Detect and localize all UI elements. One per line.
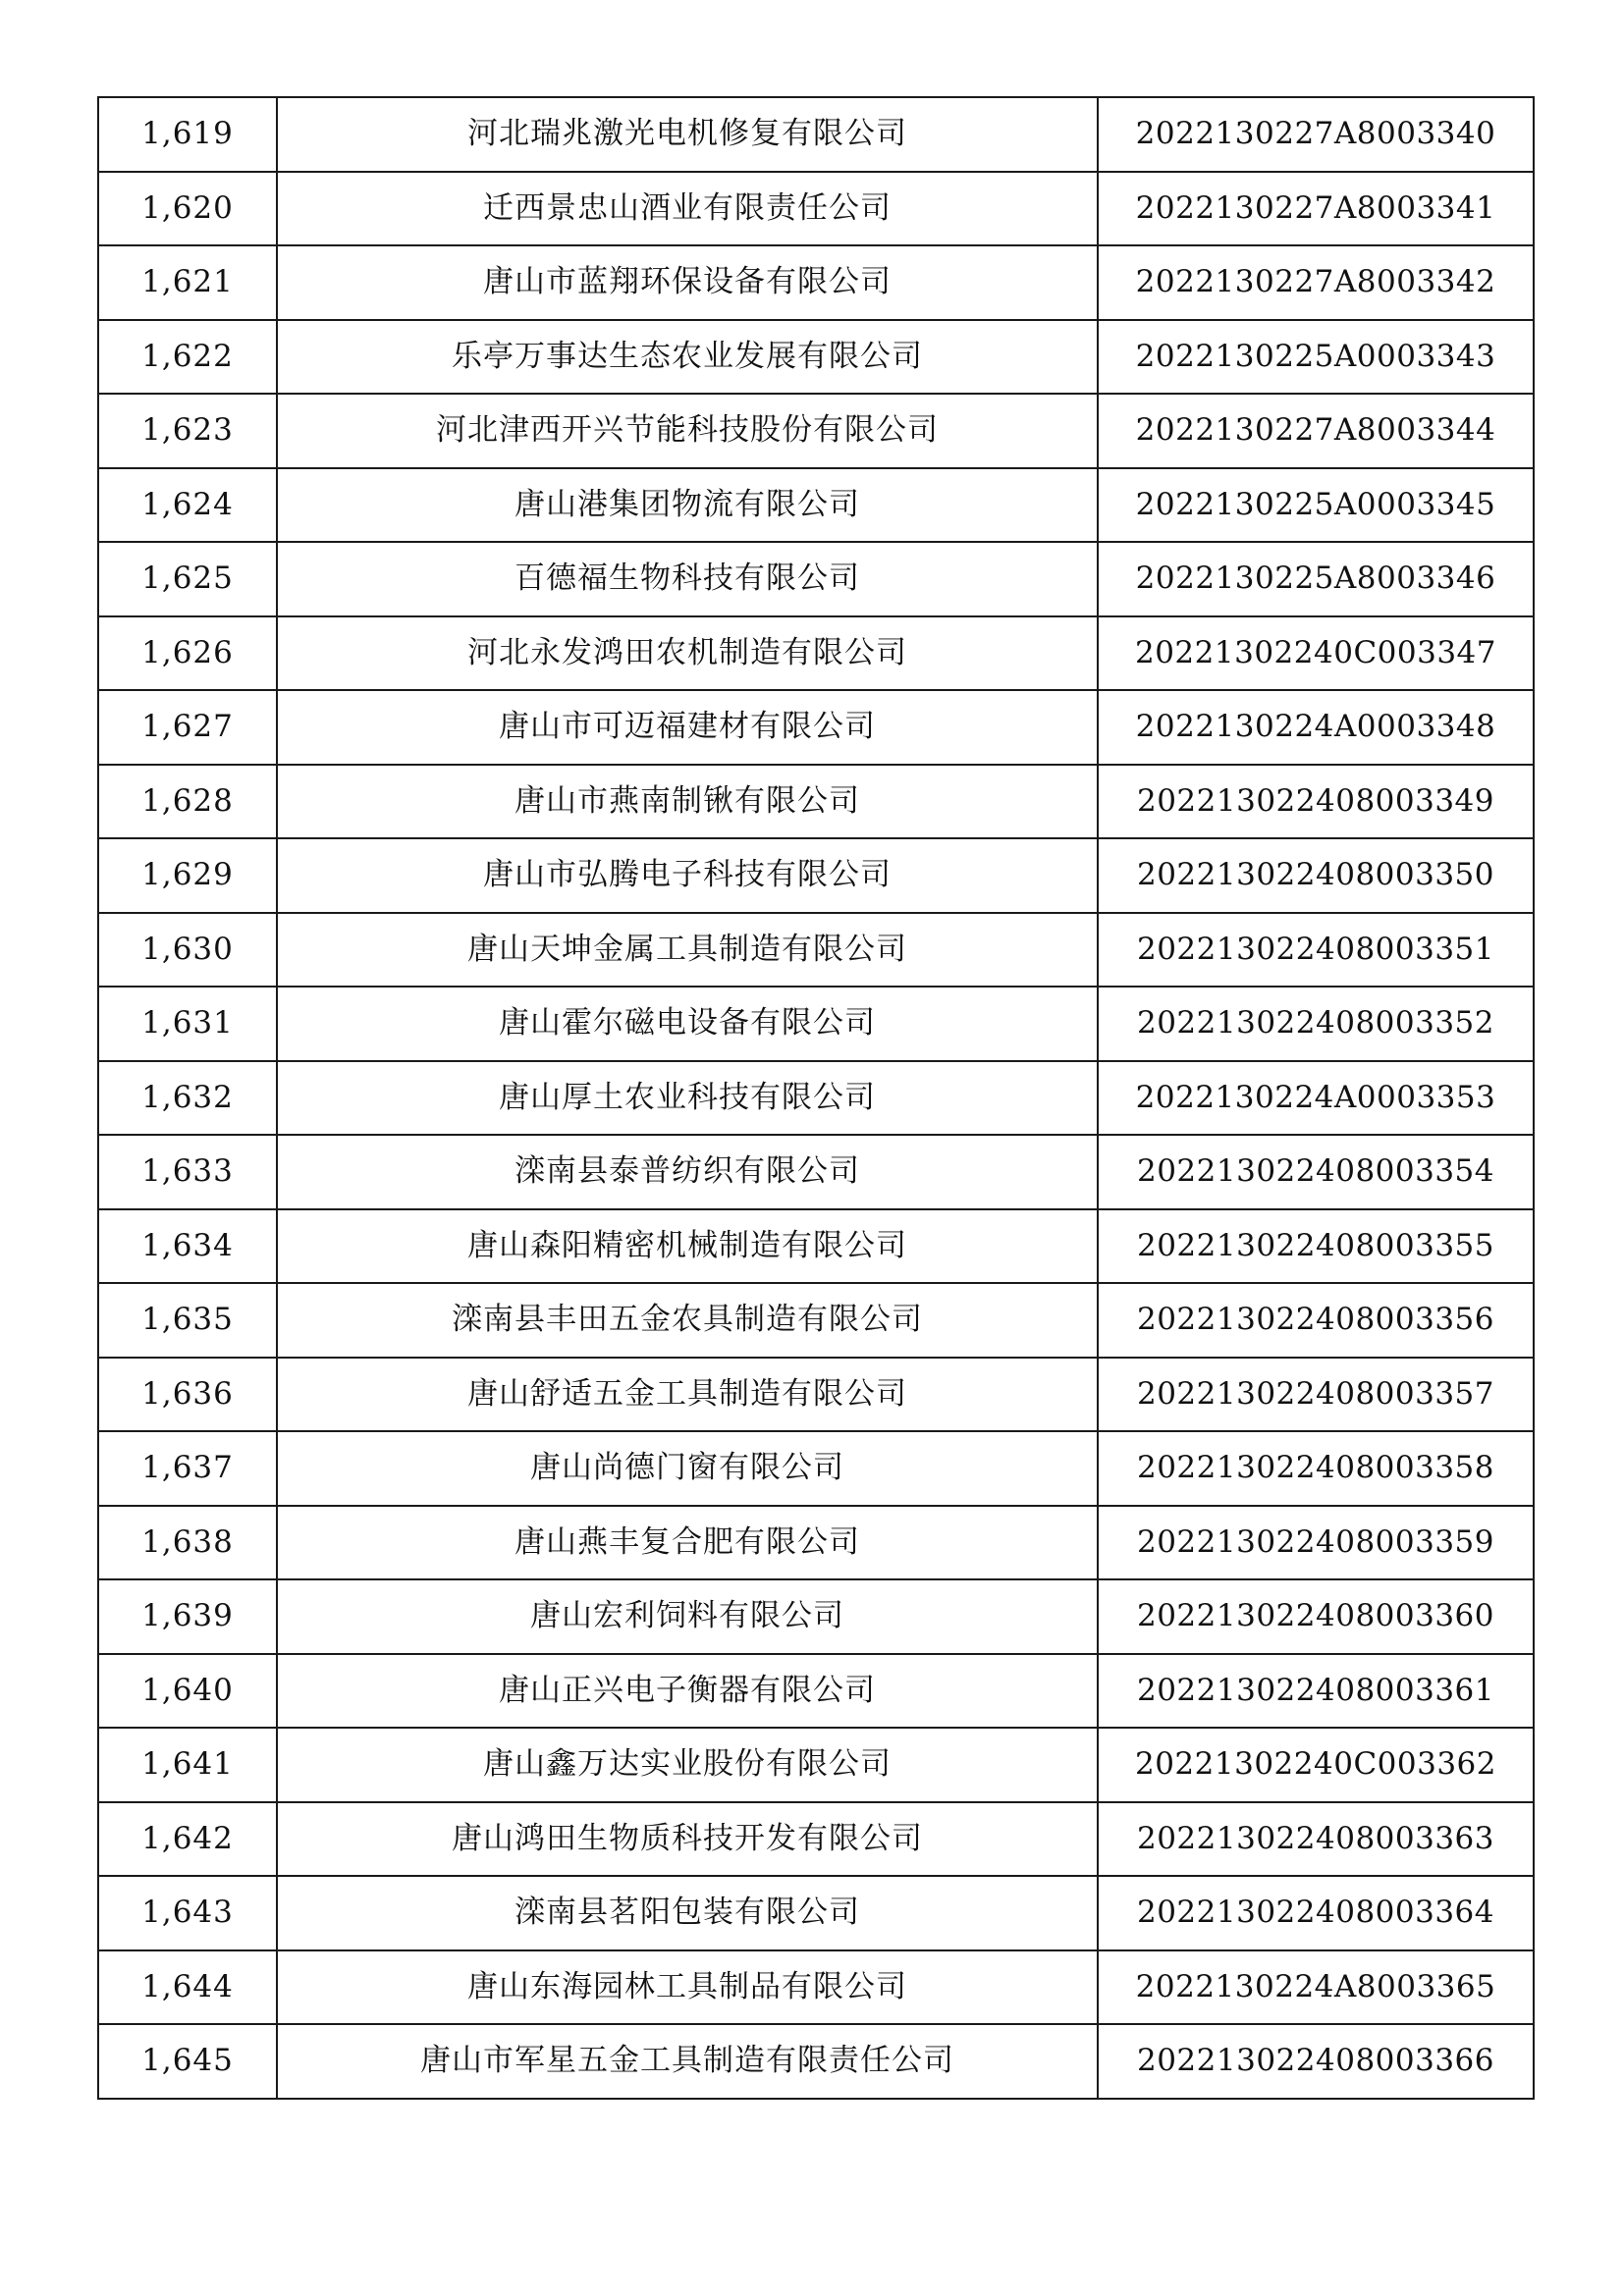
table-row <box>98 1654 1534 1729</box>
registration-code-cell: 202213022408003361 <box>1098 1654 1534 1729</box>
company-name-cell: 河北瑞兆激光电机修复有限公司 <box>277 97 1098 172</box>
company-name-cell: 乐亭万事达生态农业发展有限公司 <box>277 320 1098 395</box>
table-row <box>98 1209 1534 1284</box>
row-index-cell: 1,639 <box>98 1579 277 1654</box>
row-index-cell: 1,626 <box>98 616 277 691</box>
row-index-cell: 1,624 <box>98 468 277 543</box>
table-row <box>98 616 1534 691</box>
company-name-cell: 河北津西开兴节能科技股份有限公司 <box>277 394 1098 468</box>
registration-code-cell: 2022130227A8003342 <box>1098 245 1534 320</box>
table-row <box>98 97 1534 172</box>
registration-code-cell: 202213022408003359 <box>1098 1506 1534 1580</box>
row-index-cell: 1,627 <box>98 690 277 765</box>
row-index-cell: 1,619 <box>98 97 277 172</box>
table-row <box>98 1876 1534 1950</box>
company-registry-table <box>97 96 1535 2100</box>
company-name-cell: 唐山厚土农业科技有限公司 <box>277 1061 1098 1136</box>
table-row <box>98 1802 1534 1877</box>
table-row <box>98 1950 1534 2025</box>
registration-code-cell: 202213022408003366 <box>1098 2024 1534 2099</box>
table-row <box>98 765 1534 839</box>
company-name-cell: 唐山市弘腾电子科技有限公司 <box>277 838 1098 913</box>
registration-code-cell: 202213022408003363 <box>1098 1802 1534 1877</box>
registration-code-cell: 2022130225A8003346 <box>1098 542 1534 616</box>
company-name-cell: 唐山东海园林工具制品有限公司 <box>277 1950 1098 2025</box>
company-name-cell: 迁西景忠山酒业有限责任公司 <box>277 172 1098 246</box>
row-index-cell: 1,644 <box>98 1950 277 2025</box>
row-index-cell: 1,631 <box>98 987 277 1061</box>
table-row <box>98 1358 1534 1432</box>
registration-code-cell: 2022130224A0003353 <box>1098 1061 1534 1136</box>
company-name-cell: 唐山港集团物流有限公司 <box>277 468 1098 543</box>
row-index-cell: 1,643 <box>98 1876 277 1950</box>
registration-code-cell: 202213022408003360 <box>1098 1579 1534 1654</box>
table-row <box>98 1506 1534 1580</box>
registration-code-cell: 2022130227A8003341 <box>1098 172 1534 246</box>
table-row <box>98 468 1534 543</box>
table-body <box>98 97 1534 2099</box>
table-row <box>98 172 1534 246</box>
registration-code-cell: 202213022408003355 <box>1098 1209 1534 1284</box>
table-row <box>98 1135 1534 1209</box>
row-index-cell: 1,625 <box>98 542 277 616</box>
table-row <box>98 2024 1534 2099</box>
row-index-cell: 1,620 <box>98 172 277 246</box>
row-index-cell: 1,633 <box>98 1135 277 1209</box>
company-name-cell: 唐山市燕南制锹有限公司 <box>277 765 1098 839</box>
table-row <box>98 542 1534 616</box>
table-row <box>98 394 1534 468</box>
registration-code-cell: 202213022408003354 <box>1098 1135 1534 1209</box>
row-index-cell: 1,641 <box>98 1728 277 1802</box>
table-row <box>98 320 1534 395</box>
table-row <box>98 1579 1534 1654</box>
company-name-cell: 唐山天坤金属工具制造有限公司 <box>277 913 1098 988</box>
row-index-cell: 1,628 <box>98 765 277 839</box>
table-row <box>98 838 1534 913</box>
row-index-cell: 1,645 <box>98 2024 277 2099</box>
company-name-cell: 唐山尚德门窗有限公司 <box>277 1431 1098 1506</box>
registration-code-cell: 202213022408003356 <box>1098 1283 1534 1358</box>
row-index-cell: 1,640 <box>98 1654 277 1729</box>
company-name-cell: 唐山鸿田生物质科技开发有限公司 <box>277 1802 1098 1877</box>
row-index-cell: 1,632 <box>98 1061 277 1136</box>
company-name-cell: 滦南县茗阳包装有限公司 <box>277 1876 1098 1950</box>
row-index-cell: 1,638 <box>98 1506 277 1580</box>
company-name-cell: 唐山舒适五金工具制造有限公司 <box>277 1358 1098 1432</box>
company-name-cell: 唐山霍尔磁电设备有限公司 <box>277 987 1098 1061</box>
table-row <box>98 690 1534 765</box>
company-name-cell: 百德福生物科技有限公司 <box>277 542 1098 616</box>
row-index-cell: 1,629 <box>98 838 277 913</box>
registration-code-cell: 20221302240800334​9 <box>1098 765 1534 839</box>
row-index-cell: 1,621 <box>98 245 277 320</box>
company-name-cell: 唐山市蓝翔环保设备有限公司 <box>277 245 1098 320</box>
registration-code-cell: 20221302240C003362 <box>1098 1728 1534 1802</box>
company-name-cell: 唐山森阳精密机械制造有限公司 <box>277 1209 1098 1284</box>
company-name-cell: 滦南县泰普纺织有限公司 <box>277 1135 1098 1209</box>
registration-code-cell: 202213022408003364 <box>1098 1876 1534 1950</box>
company-name-cell: 唐山市军星五金工具制造有限责任公司 <box>277 2024 1098 2099</box>
company-name-cell: 唐山宏利饲料有限公司 <box>277 1579 1098 1654</box>
row-index-cell: 1,623 <box>98 394 277 468</box>
row-index-cell: 1,634 <box>98 1209 277 1284</box>
table-row <box>98 913 1534 988</box>
company-name-cell: 唐山燕丰复合肥有限公司 <box>277 1506 1098 1580</box>
table-row <box>98 1283 1534 1358</box>
table-row <box>98 1431 1534 1506</box>
table-row <box>98 1061 1534 1136</box>
registration-code-cell: 2022130224A0003348 <box>1098 690 1534 765</box>
registration-code-cell: 202213022408003357 <box>1098 1358 1534 1432</box>
registration-code-cell: 2022130227A8003344 <box>1098 394 1534 468</box>
row-index-cell: 1,635 <box>98 1283 277 1358</box>
registration-code-cell: 20221302240C003347 <box>1098 616 1534 691</box>
registration-code-cell: 2022130224A8003365 <box>1098 1950 1534 2025</box>
table-row <box>98 1728 1534 1802</box>
company-name-cell: 河北永发鸿田农机制造有限公司 <box>277 616 1098 691</box>
row-index-cell: 1,642 <box>98 1802 277 1877</box>
registration-code-cell: 202213022408003352 <box>1098 987 1534 1061</box>
registration-code-cell: 2022130225A0003345 <box>1098 468 1534 543</box>
company-name-cell: 唐山市可迈福建材有限公司 <box>277 690 1098 765</box>
row-index-cell: 1,637 <box>98 1431 277 1506</box>
registration-code-cell: 202213022408003358 <box>1098 1431 1534 1506</box>
registration-code-cell: 202213022408003351 <box>1098 913 1534 988</box>
row-index-cell: 1,622 <box>98 320 277 395</box>
table-row <box>98 245 1534 320</box>
row-index-cell: 1,630 <box>98 913 277 988</box>
registration-code-cell: 202213022408003350 <box>1098 838 1534 913</box>
company-name-cell: 唐山正兴电子衡器有限公司 <box>277 1654 1098 1729</box>
company-name-cell: 滦南县丰田五金农具制造有限公司 <box>277 1283 1098 1358</box>
registration-code-cell: 2022130225A0003343 <box>1098 320 1534 395</box>
row-index-cell: 1,636 <box>98 1358 277 1432</box>
registration-code-cell: 2022130227A8003340 <box>1098 97 1534 172</box>
company-name-cell: 唐山鑫万达实业股份有限公司 <box>277 1728 1098 1802</box>
table-row <box>98 987 1534 1061</box>
